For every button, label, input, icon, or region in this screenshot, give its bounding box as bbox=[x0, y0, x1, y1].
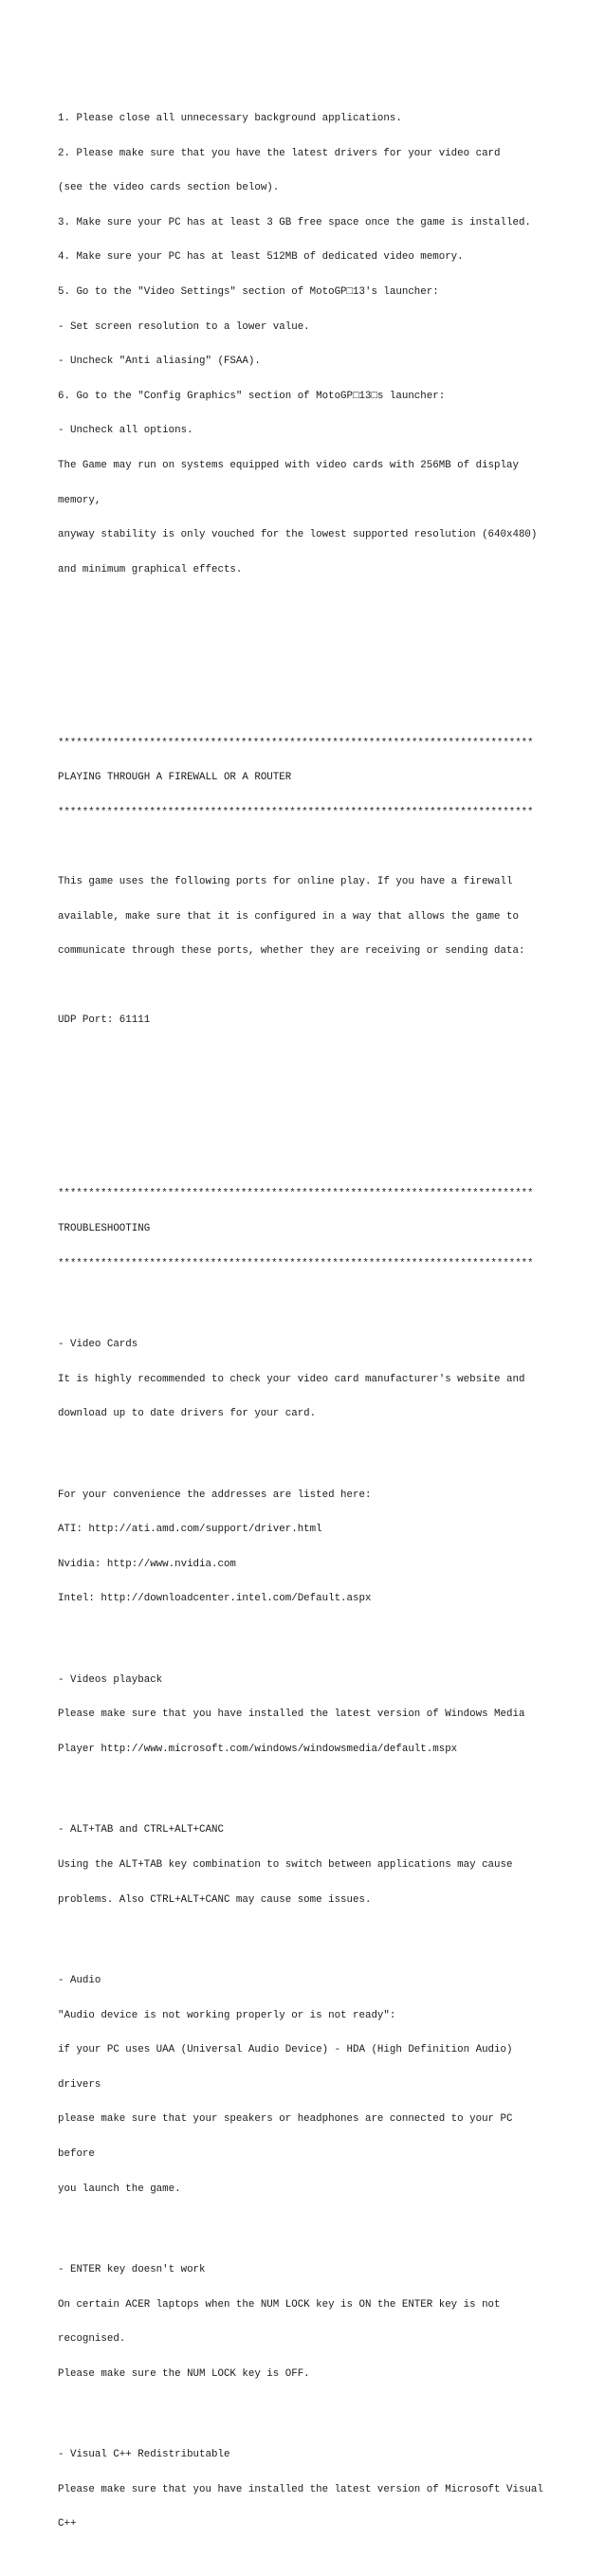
driver-link-ati: ATI: http://ati.amd.com/support/driver.html bbox=[58, 1524, 322, 1536]
text-line: download up to date drivers for your card. bbox=[58, 1408, 317, 1420]
text-line: For your convenience the addresses are listed here: bbox=[58, 1489, 372, 1501]
text-line: 3. Make sure your PC has at least 3 GB free space once the game is installed. bbox=[58, 216, 531, 228]
separator-line: ****************************************************************************** bbox=[58, 737, 534, 749]
text-line: 2. Please make sure that you have the latest drivers for your video card bbox=[58, 147, 501, 159]
text-line: memory, bbox=[58, 494, 101, 506]
text-line: available, make sure that it is configured in a way that allows the game to bbox=[58, 910, 519, 923]
driver-link-nvidia: Nvidia: http://www.nvidia.com bbox=[58, 1558, 236, 1570]
text-line: 5. Go to the "Video Settings" section of MotoGP□13's launcher: bbox=[58, 285, 439, 298]
topic-title: - ENTER key doesn't work bbox=[58, 2263, 206, 2275]
text-line: if your PC uses UAA (Universal Audio Device) - HDA (High Definition Audio) bbox=[58, 2044, 513, 2056]
text-line: Please make sure that you have installed the latest version of Windows Media bbox=[58, 1708, 525, 1721]
topic-title: - Visual C++ Redistributable bbox=[58, 2449, 230, 2461]
text-line: recognised. bbox=[58, 2333, 126, 2346]
text-line: drivers bbox=[58, 2078, 101, 2091]
topic-title: - Video Cards bbox=[58, 1339, 138, 1351]
text-line: This game uses the following ports for online play. If you have a firewall bbox=[58, 876, 513, 888]
text-line: Using the ALT+TAB key combination to switch between applications may cause bbox=[58, 1858, 513, 1871]
firewall-section bbox=[58, 714, 589, 1050]
text-line: The Game may run on systems equipped with video cards with 256MB of display bbox=[58, 459, 519, 471]
separator-line: ****************************************************************************** bbox=[58, 1257, 534, 1270]
text-line: C++ bbox=[58, 2518, 77, 2530]
udp-port: UDP Port: 61111 bbox=[58, 1014, 151, 1027]
driver-link-intel: Intel: http://downloadcenter.intel.com/Default.aspx bbox=[58, 1593, 372, 1605]
section-heading: TROUBLESHOOTING bbox=[58, 1223, 151, 1235]
text-line: On certain ACER laptops when the NUM LOCK key is ON the ENTER key is not bbox=[58, 2298, 501, 2311]
text-line: It is highly recommended to check your video card manufacturer's website and bbox=[58, 1373, 525, 1385]
text-line: Please make sure the NUM LOCK key is OFF. bbox=[58, 2367, 310, 2380]
text-line: - Uncheck all options. bbox=[58, 425, 193, 437]
text-line: Player http://www.microsoft.com/windows/windowsmedia/default.mspx bbox=[58, 1744, 458, 1755]
section-heading: PLAYING THROUGH A FIREWALL OR A ROUTER bbox=[58, 772, 292, 784]
topic-title: - ALT+TAB and CTRL+ALT+CANC bbox=[58, 1824, 224, 1836]
text-line: "Audio device is not working properly or is not ready": bbox=[58, 2009, 396, 2021]
text-line: communicate through these ports, whether they are receiving or sending data: bbox=[58, 945, 525, 958]
topic-title: - Audio bbox=[58, 1974, 101, 1986]
text-line: problems. Also CTRL+ALT+CANC may cause some issues. bbox=[58, 1893, 372, 1906]
text-line: - Uncheck "Anti aliasing" (FSAA). bbox=[58, 356, 261, 368]
text-line: 4. Make sure your PC has at least 512MB of dedicated video memory. bbox=[58, 251, 464, 264]
text-line: anyway stability is only vouched for the lowest supported resolution (640x480) bbox=[58, 529, 538, 541]
text-line: you launch the game. bbox=[58, 2183, 181, 2195]
text-line: (see the video cards section below). bbox=[58, 182, 280, 194]
readme-document bbox=[58, 55, 589, 2576]
separator-line: ****************************************************************************** bbox=[58, 806, 534, 818]
requirements-section bbox=[58, 90, 589, 599]
text-line: - Set screen resolution to a lower value. bbox=[58, 320, 310, 333]
topic-title: - Videos playback bbox=[58, 1673, 163, 1686]
text-line: and minimum graphical effects. bbox=[58, 563, 243, 575]
text-line: 1. Please close all unnecessary background applications. bbox=[58, 113, 402, 125]
text-line: please make sure that your speakers or headphones are connected to your PC bbox=[58, 2113, 513, 2126]
text-line: before bbox=[58, 2147, 95, 2160]
separator-line: ****************************************************************************** bbox=[58, 1188, 534, 1200]
text-line: 6. Go to the "Config Graphics" section of MotoGP□13□s launcher: bbox=[58, 390, 446, 402]
text-line: Please make sure that you have installed the latest version of Microsoft Visual bbox=[58, 2483, 543, 2495]
troubleshooting-section bbox=[58, 1165, 589, 2553]
